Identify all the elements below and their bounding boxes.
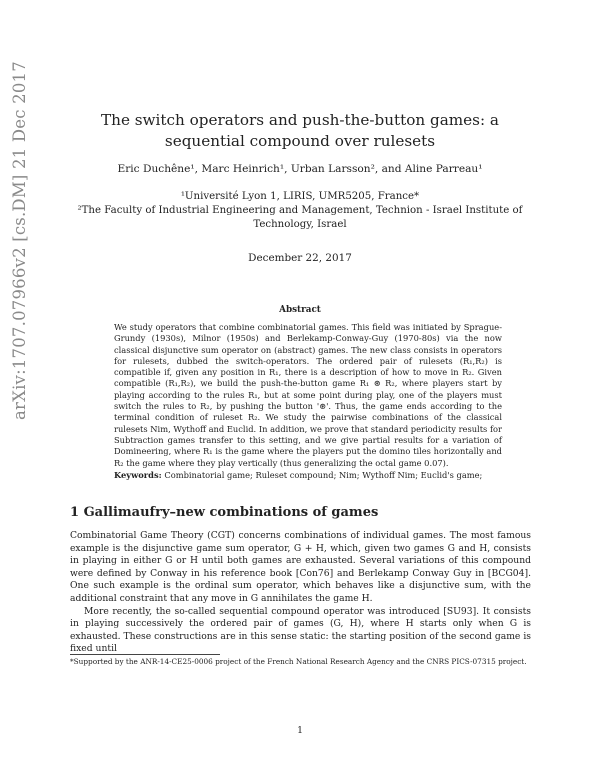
author-list: Eric Duchêne¹, Marc Heinrich¹, Urban Larsson², and Aline Parreau¹ [117, 163, 483, 175]
page-number: 1 [297, 725, 303, 736]
abstract-heading: Abstract [279, 305, 321, 315]
affiliation-1: ¹Université Lyon 1, LIRIS, UMR5205, France* [180, 191, 420, 202]
footnote: *Supported by the ANR-14-CE25-0006 project of the French National Research Agency and the CNRS PICS-07315 project. [70, 657, 527, 666]
paragraph-1: Combinatorial Game Theory (CGT) concerns combinations of individual games. The most famous example is the disjunctive game sum operator, G + H, which, given two games G and H, consists in playing in either G or H until both games are exhausted. Several variations of this compound were defined by Conway in his reference book [Con76] and Berlekamp Conway Guy in [BCG04]. One such example is the ordinal sum operator, which behaves like a disjunctive sum, with the additional constraint that any move in G annihilates the game H. [70, 530, 531, 604]
affiliation-2: ²The Faculty of Industrial Engineering and Management, Technion - Israel Institute of Technology, Israel [77, 205, 523, 230]
arxiv-identifier[interactable]: arXiv:1707.07966v2 [cs.DM] 21 Dec 2017 [10, 61, 29, 420]
keywords-label: Keywords: [114, 470, 162, 480]
keywords-line [114, 470, 502, 480]
paragraph-2: More recently, the so-called sequential compound operator was introduced [SU93]. It consists in playing successively the ordered pair of games (G, H), where H starts only when G is exhausted. These constructions are in this sense static: the starting position of the second game is fixed until [70, 605, 531, 655]
publication-date: December 22, 2017 [248, 252, 352, 264]
section-heading: 1 Gallimaufry–new combinations of games [70, 505, 379, 520]
abstract-text: We study operators that combine combinatorial games. This field was initiated by Sprague-Grundy (1930s), Milnor (1950s) and Berlekamp-Conway-Guy (1970-80s) via the now classical disjunctive sum operator on (abstract) games. The new class consists in operators for rulesets, dubbed the switch-operators. The ordered pair of rulesets (R₁,R₂) is compatible if, given any position in R₁, there is a description of how to move in R₂. Given compatible (R₁,R₂), we build the push-the-button game R₁ ⊛ R₂, where players start by playing according to the rules R₁, but at some point during play, one of the players must switch the rules to R₂, by pushing the button '⊛'. Thus, the game ends according to the terminal condition of ruleset R₂. We study the pairwise combinations of the classical rulesets Nim, Wythoff and Euclid. In addition, we prove that standard periodicity results for Subtraction games transfer to this setting, and we give partial results for a variation of Domineering, where R₁ is the game where the players put the domino tiles horizontally and R₂ the game where they play vertically (thus generalizing the octal game 0.07). [114, 322, 502, 468]
paper-title: The switch operators and push-the-button games: a sequential compound over rulesets [101, 111, 499, 150]
body-text [70, 530, 531, 656]
affiliations [65, 190, 535, 232]
keywords-text: Combinatorial game; Ruleset compound; Nim; Wythoff Nim; Euclid's game; [164, 470, 483, 480]
footnote-divider [70, 654, 220, 655]
